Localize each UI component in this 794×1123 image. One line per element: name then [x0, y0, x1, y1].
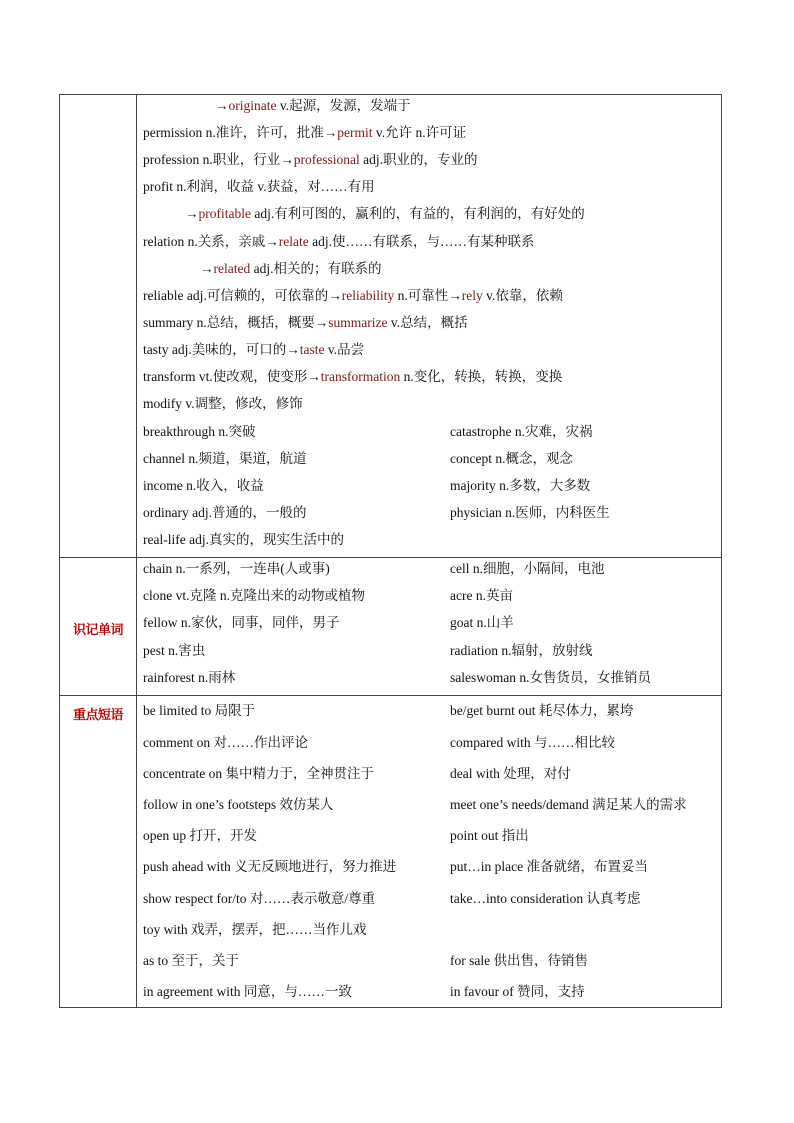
entry-right: point out 指出: [450, 828, 529, 843]
entry-left: ordinary adj.普通的，一般的: [143, 505, 307, 520]
derived-word-entry: [143, 125, 466, 141]
entry-text: v.允许 n.许可证: [372, 125, 467, 140]
derived-word: relate: [278, 234, 309, 249]
entry-left: comment on 对……作出评论: [143, 735, 308, 750]
derived-word-entry: [143, 396, 303, 412]
entry-right: radiation n.辐射，放射线: [450, 643, 593, 658]
entry-right: majority n.多数，大多数: [450, 478, 591, 493]
entry-left: open up 打开，开发: [143, 828, 257, 843]
entry-text: tasty adj.美味的，可口的→: [143, 342, 300, 357]
derived-word: taste: [299, 342, 325, 357]
entry-left: show respect for/to 对……表示敬意/尊重: [143, 891, 376, 906]
derived-word: originate: [228, 98, 277, 113]
derived-word: rely: [461, 288, 483, 303]
entry-text: v.总结，概括: [387, 315, 468, 330]
entry-right: in favour of 赞同，支持: [450, 984, 585, 999]
entry-left: follow in one’s footsteps 效仿某人: [143, 797, 334, 812]
entry-left: channel n.频道，渠道，航道: [143, 451, 307, 466]
derived-word-entry: [185, 206, 585, 222]
derived-word-entry: [143, 152, 477, 168]
entry-text: reliable adj.可信赖的，可依靠的→: [143, 288, 342, 303]
entry-left: be limited to 局限于: [143, 703, 256, 718]
entry-right: cell n.细胞，小隔间，电池: [450, 561, 605, 576]
entry-right: put…in place 准备就绪，布置妥当: [450, 859, 648, 874]
entry-right: goat n.山羊: [450, 615, 514, 630]
section-label-memorize: 识记单词: [72, 623, 123, 638]
entry-left: push ahead with 义无反顾地进行，努力推进: [143, 859, 397, 874]
entry-text: summary n.总结，概括，概要→: [143, 315, 329, 330]
column-divider: [136, 95, 137, 1007]
entry-right: take…into consideration 认真考虑: [450, 891, 641, 906]
entry-right: catastrophe n.灾难，灾祸: [450, 424, 593, 439]
derived-word: reliability: [341, 288, 395, 303]
entry-right: be/get burnt out 耗尽体力，累垮: [450, 703, 634, 718]
entry-text: transform vt.使改观，使变形→: [143, 369, 321, 384]
derived-word: professional: [293, 152, 360, 167]
entry-text: relation n.关系，亲戚→: [143, 234, 279, 249]
entry-text: v.品尝: [324, 342, 365, 357]
derived-word-entry: [143, 179, 375, 195]
entry-text: v.依靠，依赖: [482, 288, 563, 303]
derived-word: permit: [337, 125, 373, 140]
entry-left: toy with 戏弄，摆弄，把……当作儿戏: [143, 922, 367, 937]
entry-right: for sale 供出售，待销售: [450, 953, 588, 968]
entry-text: n.可靠性→: [394, 288, 462, 303]
vocabulary-table: [59, 94, 722, 1008]
entry-text: adj.使……有联系，与……有某种联系: [308, 234, 535, 249]
entry-right: concept n.概念，观念: [450, 451, 573, 466]
derived-word-entry: [143, 288, 563, 304]
row-divider: [60, 695, 721, 696]
entry-left: in agreement with 同意，与……一致: [143, 984, 352, 999]
entry-text: modify v.调整，修改，修饰: [143, 396, 303, 411]
entry-text: n.变化，转换，转换，变换: [400, 369, 563, 384]
entry-text: adj.有利可图的，赢利的，有益的，有利润的，有好处的: [250, 206, 585, 221]
entry-right: meet one’s needs/demand 满足某人的需求: [450, 797, 687, 812]
entry-text: →: [185, 206, 199, 221]
entry-left: concentrate on 集中精力于，全神贯注于: [143, 766, 374, 781]
entry-left: clone vt.克隆 n.克隆出来的动物或植物: [143, 588, 365, 603]
entry-left: pest n.害虫: [143, 643, 206, 658]
entry-text: profit n.利润，收益 v.获益，对……有用: [143, 179, 375, 194]
derived-word-entry: [200, 261, 381, 277]
entry-text: permission n.准许，许可，批准→: [143, 125, 338, 140]
entry-text: →: [215, 98, 229, 113]
entry-left: rainforest n.雨林: [143, 670, 236, 685]
derived-word-entry: [143, 342, 364, 358]
entry-right: deal with 处理，对付: [450, 766, 571, 781]
section-label-phrases: 重点短语: [72, 708, 123, 723]
derived-word-entry: [143, 234, 534, 250]
derived-word-entry: [143, 369, 562, 385]
derived-word: related: [213, 261, 251, 276]
entry-right: physician n.医师，内科医生: [450, 505, 610, 520]
derived-word: transformation: [320, 369, 401, 384]
entry-left: fellow n.家伙，同事，同伴，男子: [143, 615, 340, 630]
derived-word-entry: [143, 315, 468, 331]
row-divider: [60, 557, 721, 558]
entry-text: →: [200, 261, 214, 276]
entry-right: saleswoman n.女售货员，女推销员: [450, 670, 651, 685]
entry-left: real-life adj.真实的，现实生活中的: [143, 532, 344, 547]
entry-left: as to 至于，关于: [143, 953, 239, 968]
entry-right: compared with 与……相比较: [450, 735, 615, 750]
entry-right: acre n.英亩: [450, 588, 513, 603]
entry-text: profession n.职业，行业→: [143, 152, 294, 167]
entry-text: adj.相关的；有联系的: [250, 261, 382, 276]
entry-left: income n.收入，收益: [143, 478, 264, 493]
entry-text: v.起源，发源，发端于: [276, 98, 411, 113]
derived-word: profitable: [198, 206, 251, 221]
derived-word: summarize: [328, 315, 388, 330]
entry-text: adj.职业的，专业的: [359, 152, 478, 167]
entry-left: breakthrough n.突破: [143, 424, 256, 439]
entry-left: chain n.一系列，一连串(人或事): [143, 561, 330, 576]
derived-word-entry: [215, 98, 411, 114]
